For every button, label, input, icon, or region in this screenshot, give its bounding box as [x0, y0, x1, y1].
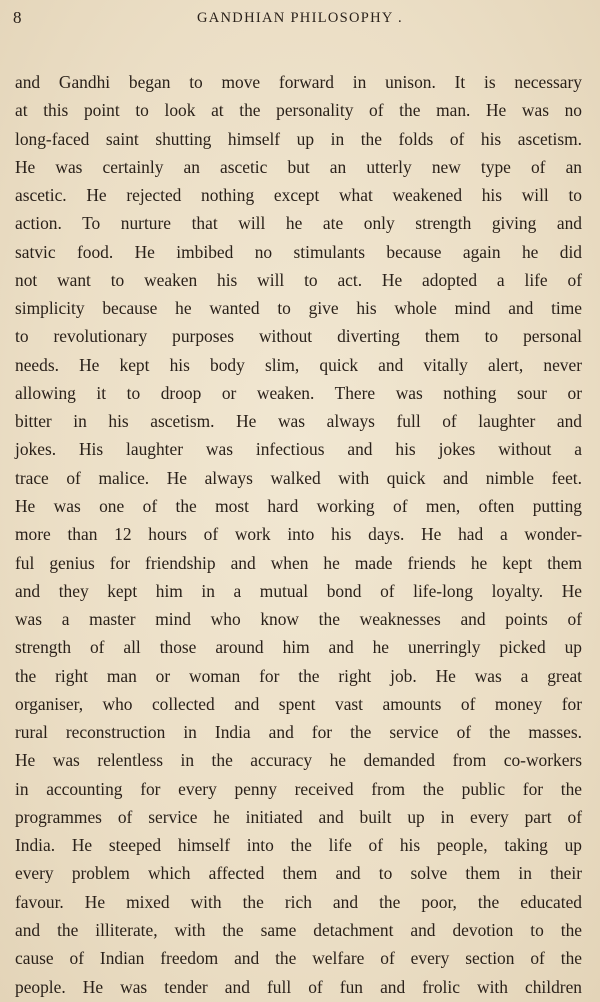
text-line: every problem which affected them and to solve them in their	[15, 863, 582, 884]
text-line: allowing it to droop or weaken. There was nothing sour or	[15, 382, 582, 403]
text-line: India. He steeped himself into the life of his people, taking up	[15, 835, 582, 856]
page-header	[0, 6, 600, 32]
text-line: and Gandhi began to move forward in unison. It is necessary	[15, 72, 582, 92]
text-line: bitter in his ascetism. He was always full of laughter and	[15, 411, 582, 432]
text-line: and the illiterate, with the same detachment and devotion to the	[15, 919, 582, 940]
text-line: strength of all those around him and he unerringly picked up	[15, 637, 582, 658]
text-line: and they kept him in a mutual bond of life-long loyalty. He	[15, 580, 582, 601]
text-line: rural reconstruction in India and for the service of the masses.	[15, 722, 582, 743]
text-line: people. He was tender and full of fun and frolic with children	[15, 976, 582, 997]
text-line: satvic food. He imbibed no stimulants because again he did	[15, 241, 582, 262]
text-line: simplicity because he wanted to give his whole mind and time	[15, 298, 582, 319]
page-number: 8	[13, 8, 22, 27]
text-line: to revolutionary purposes without diverting them to personal	[15, 326, 582, 347]
text-line: ful genius for friendship and when he made friends he kept them	[15, 552, 582, 573]
text-line: trace of malice. He always walked with quick and nimble feet.	[15, 467, 582, 488]
text-line: the right man or woman for the right job. He was a great	[15, 665, 582, 686]
text-line: cause of Indian freedom and the welfare of every section of the	[15, 948, 582, 969]
text-line: organiser, who collected and spent vast amounts of money for	[15, 693, 582, 714]
text-line: He was relentless in the accuracy he demanded from co-workers	[15, 750, 582, 771]
text-line: He was one of the most hard working of men, often putting	[15, 495, 582, 516]
text-line: programmes of service he initiated and built up in every part of	[15, 806, 582, 827]
text-line: ascetic. He rejected nothing except what weakened his will to	[15, 185, 582, 206]
text-line: long-faced saint shutting himself up in the folds of his ascetism.	[15, 128, 582, 149]
text-line: He was certainly an ascetic but an utterly new type of an	[15, 156, 582, 177]
body-paragraph	[15, 68, 582, 1001]
text-line: jokes. His laughter was infectious and his jokes without a	[15, 439, 582, 460]
text-line: at this point to look at the personality of the man. He was no	[15, 100, 582, 121]
text-line: action. To nurture that will he ate only strength giving and	[15, 213, 582, 234]
text-line: was a master mind who know the weaknesses and points of	[15, 609, 582, 630]
text-line: needs. He kept his body slim, quick and vitally alert, never	[15, 354, 582, 375]
running-head: GANDHIAN PHILOSOPHY .	[196, 10, 403, 26]
text-line: favour. He mixed with the rich and the poor, the educated	[15, 891, 582, 912]
text-line: not want to weaken his will to act. He adopted a life of	[15, 269, 582, 290]
text-line: more than 12 hours of work into his days. He had a wonder-	[15, 524, 582, 545]
text-line: in accounting for every penny received from the public for the	[15, 778, 582, 799]
